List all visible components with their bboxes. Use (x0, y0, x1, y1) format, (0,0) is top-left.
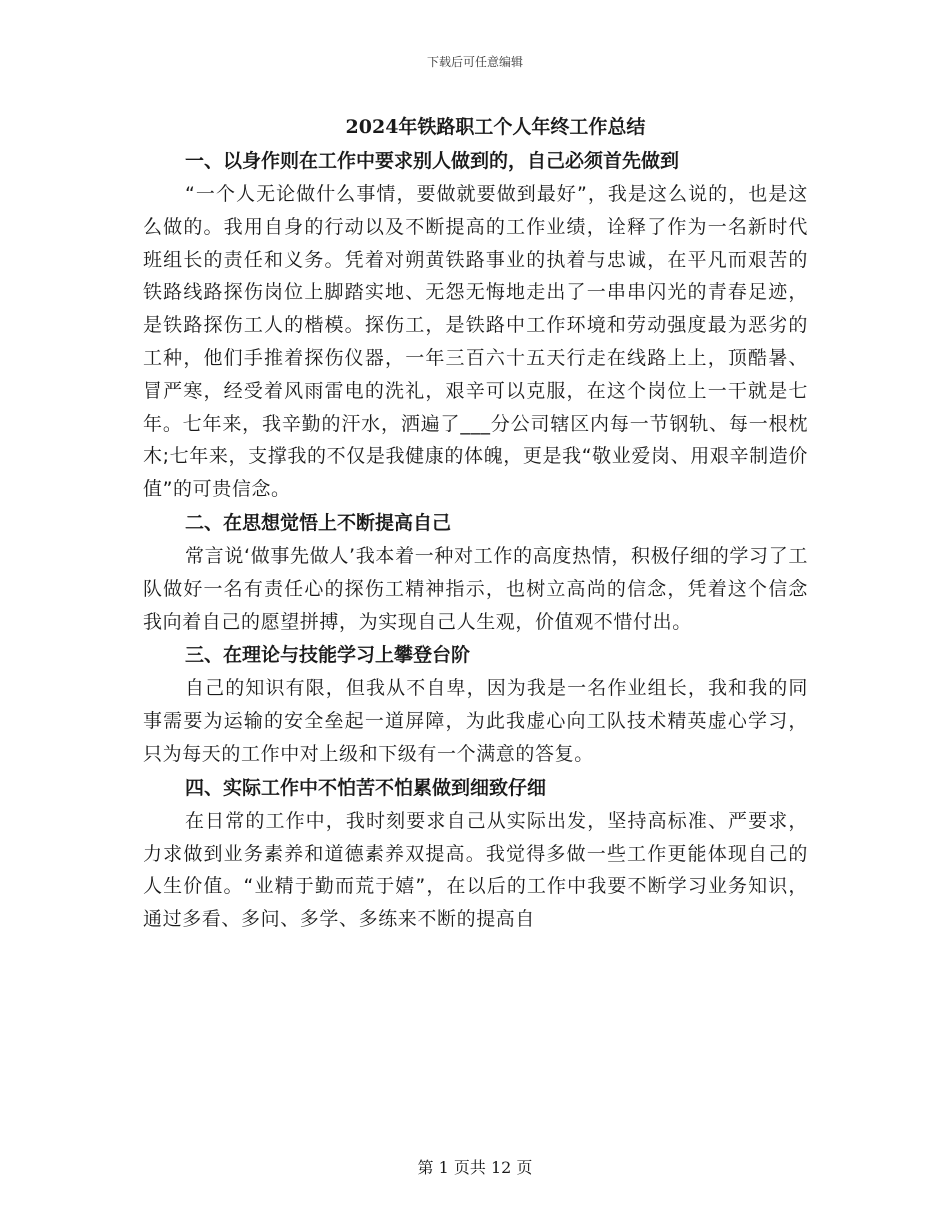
section-heading-4: 四、实际工作中不怕苦不怕累做到细致仔细 (185, 776, 547, 799)
section-paragraph-3: 自己的知识有限，但我从不自卑，因为我是一名作业组长，我和我的同事需要为运输的安全垒起一道屏障，为此我虚心向工队技术精英虚心学习，只为每天的工作中对上级和下级有一个满意的答复。 (143, 677, 808, 765)
section-heading-1: 一、以身作则在工作中要求别人做到的，自己必须首先做到 (185, 150, 680, 172)
document-title: 2024年铁路职工个人年终工作总结 (345, 116, 646, 138)
section-paragraph-4: 在日常的工作中，我时刻要求自己从实际出发，坚持高标准、严要求，力求做到业务素养和道德素养双提高。我觉得多做一些工作更能体现自己的人生价值。“业精于勤而荒于嬉”，在以后的工作中我要不断学习业务知识，通过多看、多问、多学、多练来不断的提高自 (143, 809, 808, 931)
section-heading-3: 三、在理论与技能学习上攀登台阶 (185, 644, 471, 667)
header-note: 下载后可任意编辑 (426, 55, 523, 69)
section-paragraph-1: “一个人无论做什么事情，要做就要做到最好”，我是这么说的，也是这么做的。我用自身的行动以及不断提高的工作业绩，诠释了作为一名新时代班组长的责任和义务。凭着对朔黄铁路事业的执着与忠诚，在平凡而艰苦的铁路线路探伤岗位上脚踏实地、无怨无悔地走出了一串串闪光的青春足迹，是铁路探伤工人的楷模。探伤工，是铁路中工作环境和劳动强度最为恶劣的工种，他们手推着探伤仪器，一年三百六十五天行走在线路上上，顶酷暑、冒严寒，经受着风雨雷电的洗礼，艰辛可以克服，在这个岗位上一干就是七年。七年来，我辛勤的汗水，洒遍了___分公司辖区内每一节钢轨、每一根枕木;七年来，支撑我的不仅是我健康的体魄，更是我“敬业爱岗、用艰辛制造价值”的可贵信念。 (143, 183, 808, 501)
section-heading-2: 二、在思想觉悟上不断提高自己 (185, 511, 452, 534)
section-paragraph-2: 常言说‘做事先做人’我本着一种对工作的高度热情，积极仔细的学习了工队做好一名有责任心的探伤工精神指示，也树立高尚的信念，凭着这个信念我向着自己的愿望拼搏，为实现自己人生观，价值观不惜付出。 (143, 544, 808, 633)
page-number: 第 1 页共 12 页 (417, 1158, 533, 1177)
document-body (143, 110, 808, 936)
